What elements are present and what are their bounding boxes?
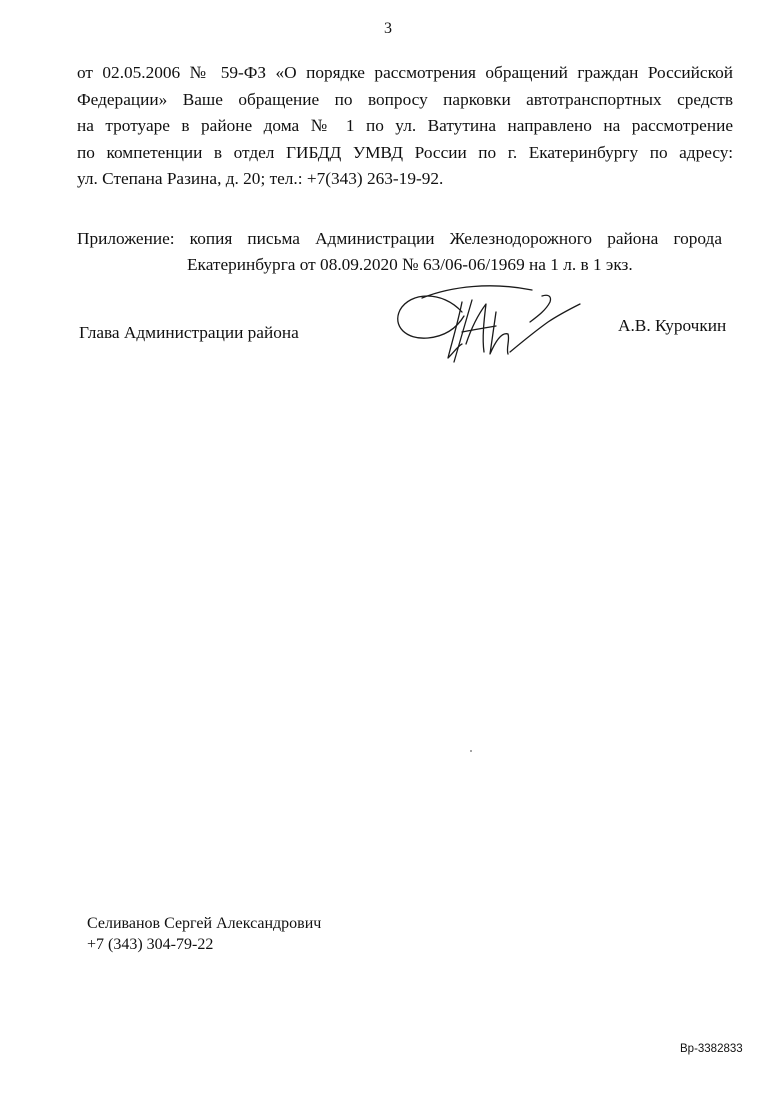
letter-body bbox=[77, 60, 733, 193]
executor-name: Селиванов Сергей Александрович bbox=[87, 915, 322, 932]
signer-name: А.В. Курочкин bbox=[618, 316, 727, 335]
attachment-line: Екатеринбурга от 08.09.2020 № 63/06-06/1969 на 1 л. в 1 экз. bbox=[187, 255, 633, 274]
body-line: на тротуаре в районе дома № 1 по ул. Ватутина направлено на рассмотрение bbox=[77, 116, 733, 135]
page-number: 3 bbox=[384, 20, 392, 37]
handwritten-signature bbox=[392, 282, 582, 374]
body-line: от 02.05.2006 № 59-ФЗ «О порядке рассмотрения обращений граждан Российской bbox=[77, 63, 733, 82]
executor-phone: +7 (343) 304-79-22 bbox=[87, 936, 214, 953]
attachment-note bbox=[77, 226, 722, 278]
attachment-line: Приложение: копия письма Администрации Железнодорожного района города bbox=[77, 229, 722, 248]
body-line: Федерации» Ваше обращение по вопросу парковки автотранспортных средств bbox=[77, 89, 733, 109]
body-line: по компетенции в отдел ГИБДД УМВД России по г. Екатеринбургу по адресу: bbox=[77, 142, 733, 162]
body-line: ул. Степана Разина, д. 20; тел.: +7(343) 263-19-92. bbox=[77, 169, 444, 188]
executor-block bbox=[87, 913, 321, 955]
document-code: Вр-3382833 bbox=[680, 1043, 743, 1055]
signer-title: Глава Администрации района bbox=[79, 323, 299, 342]
stray-mark bbox=[470, 750, 472, 752]
